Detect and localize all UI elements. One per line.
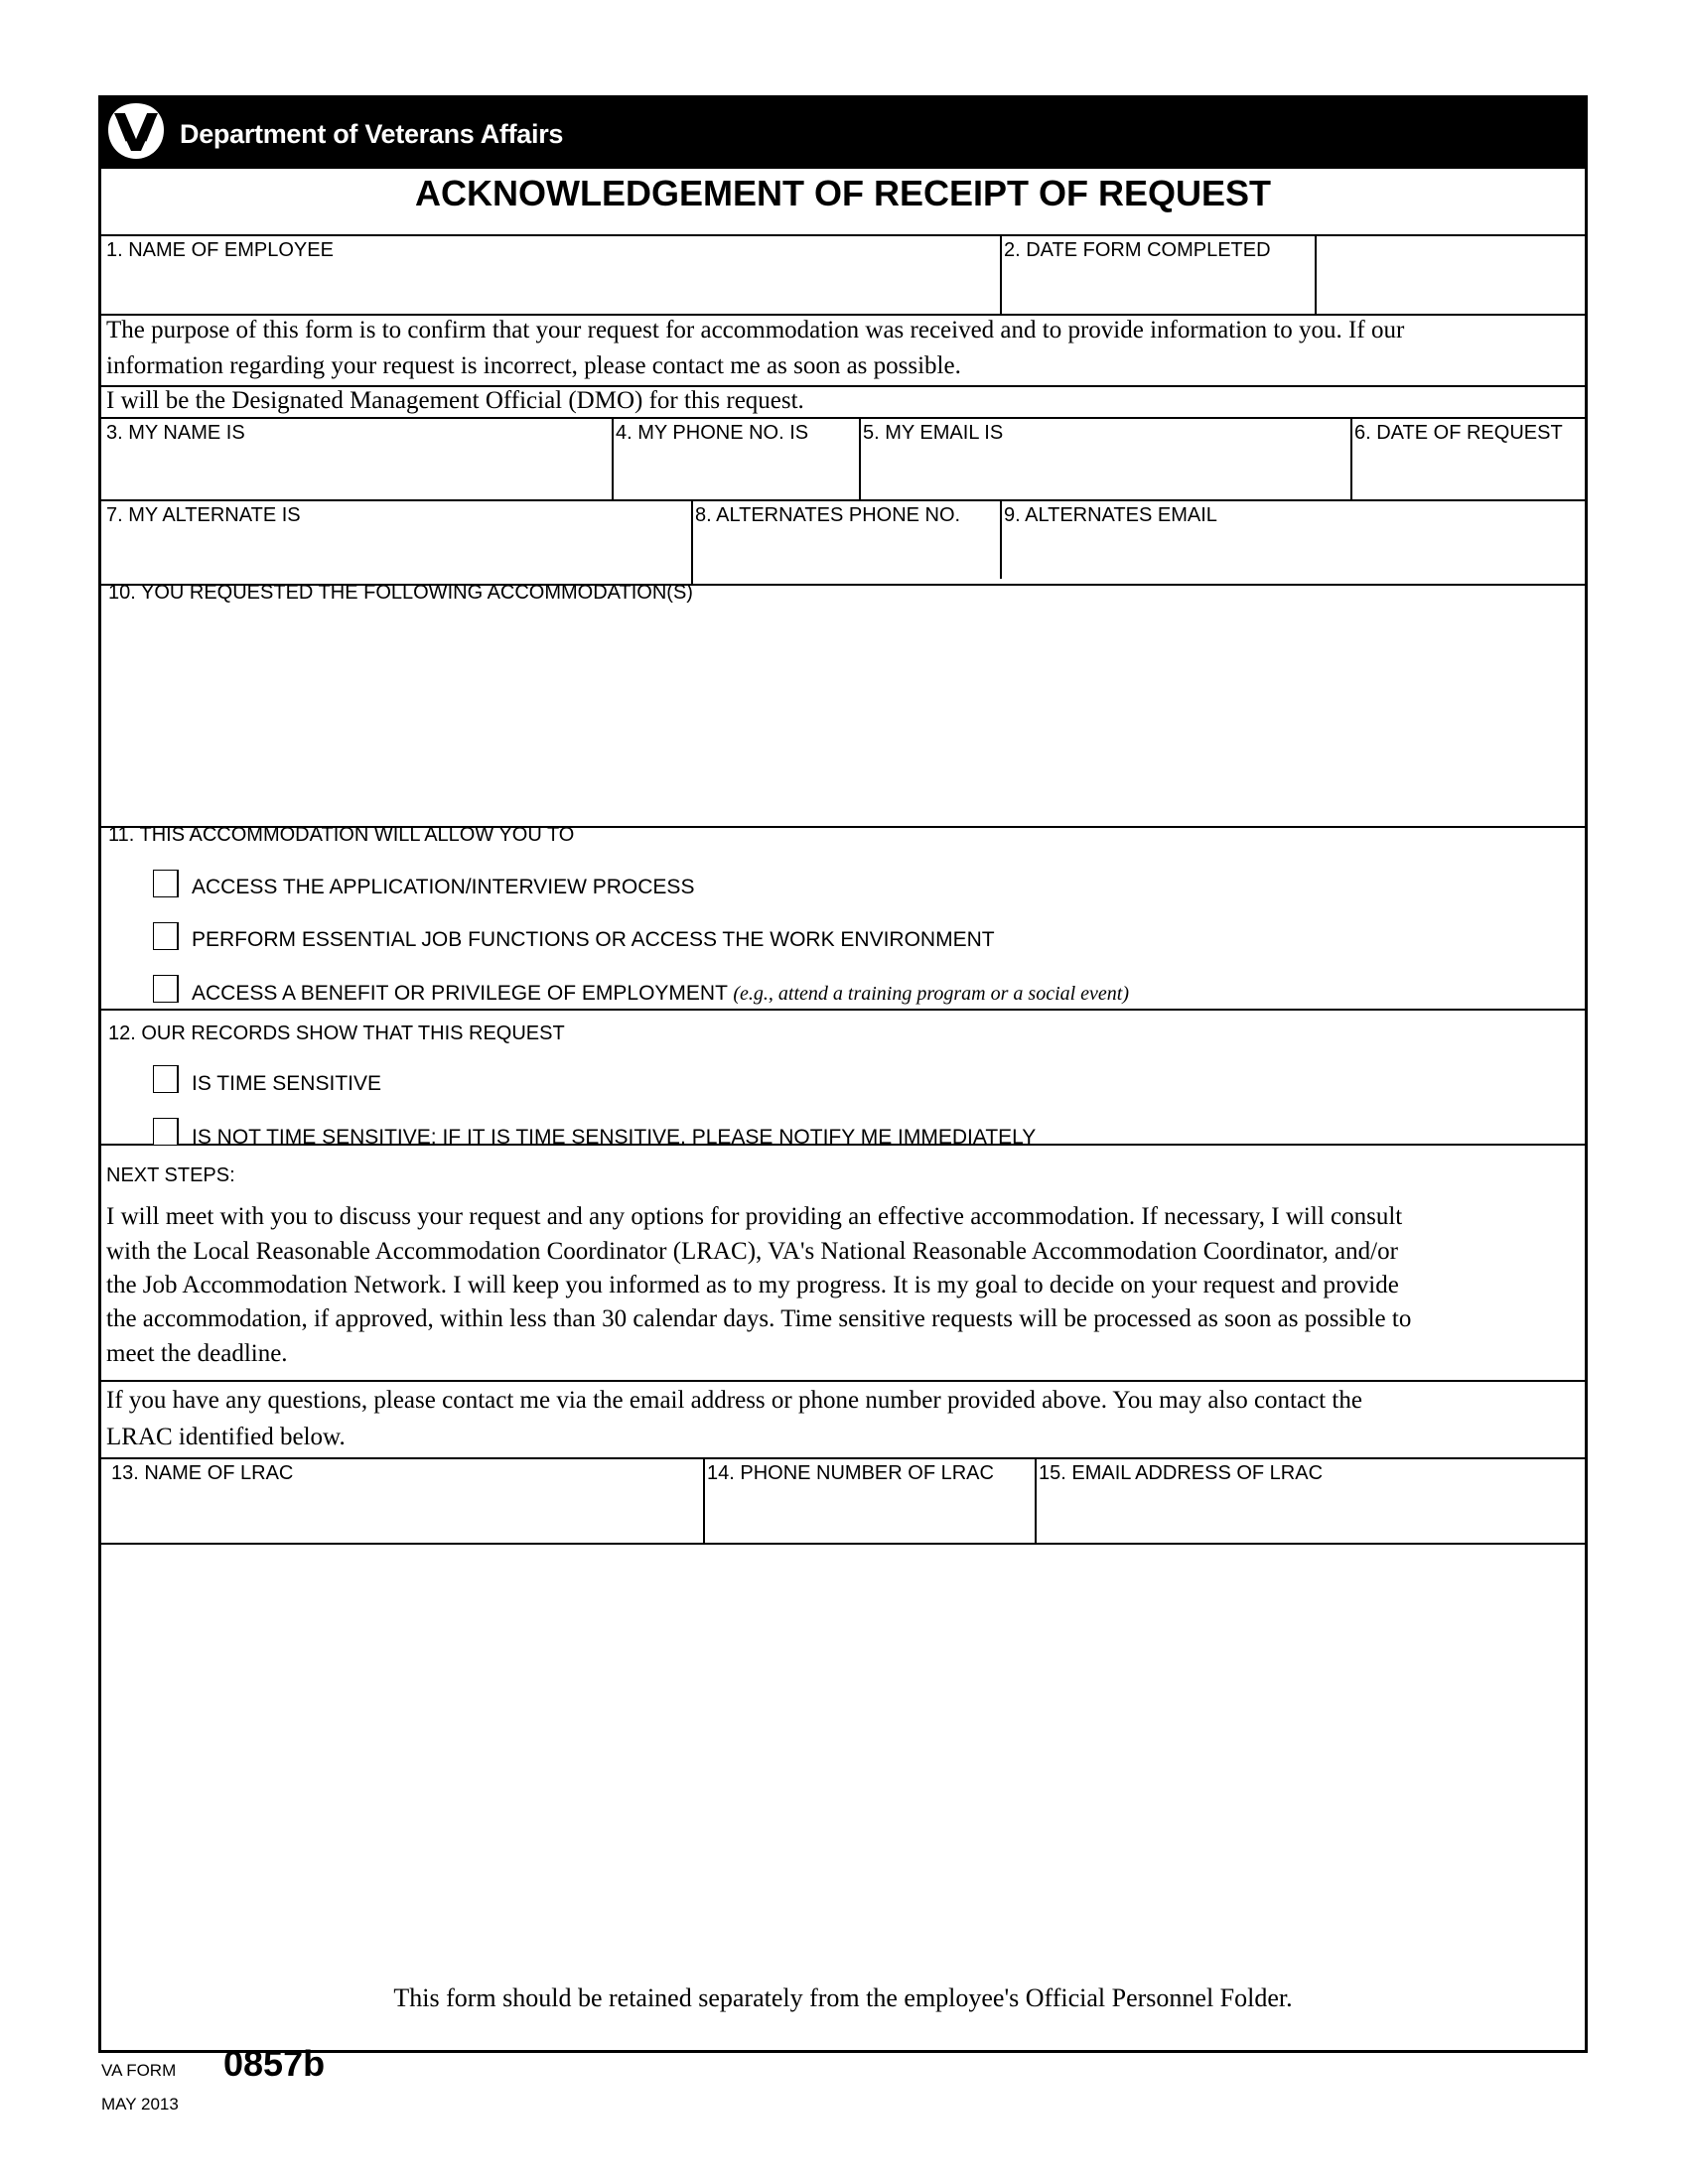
purpose-line: information regarding your request is incorrect, please contact me as soon as possible. — [106, 352, 961, 379]
rule — [101, 1457, 1585, 1459]
date-completed-label: 2. DATE FORM COMPLETED — [1004, 239, 1271, 261]
rule — [101, 1543, 1585, 1545]
checkbox-essential-functions[interactable] — [153, 922, 179, 950]
alternate-phone-label: 8. ALTERNATES PHONE NO. — [695, 504, 961, 526]
lrac-email-label: 15. EMAIL ADDRESS OF LRAC — [1039, 1462, 1324, 1484]
dmo-statement: I will be the Designated Management Official (DMO) for this request. — [106, 387, 804, 414]
va-logo-icon — [105, 101, 167, 161]
form-title: ACKNOWLEDGEMENT OF RECEIPT OF REQUEST — [414, 173, 1271, 213]
alternate-label: 7. MY ALTERNATE IS — [106, 504, 301, 526]
option-benefit-example: (e.g., attend a training program or a social event) — [733, 983, 1130, 1005]
option-time-sensitive: IS TIME SENSITIVE — [192, 1072, 381, 1095]
checkbox-benefit-privilege[interactable] — [153, 975, 179, 1003]
checkbox-not-time-sensitive[interactable] — [153, 1118, 179, 1146]
lrac-phone-label: 14. PHONE NUMBER OF LRAC — [707, 1462, 994, 1484]
form-date: MAY 2013 — [101, 2095, 179, 2114]
option-benefit-privilege-text: ACCESS A BENEFIT OR PRIVILEGE OF EMPLOYMENT — [192, 982, 728, 1005]
header-bar — [101, 95, 1585, 169]
checkbox-time-sensitive[interactable] — [153, 1065, 179, 1093]
lrac-name-label: 13. NAME OF LRAC — [111, 1462, 294, 1484]
my-phone-label: 4. MY PHONE NO. IS — [616, 422, 809, 444]
questions-line: LRAC identified below. — [106, 1424, 346, 1450]
accommodations-requested-label: 10. YOU REQUESTED THE FOLLOWING ACCOMMODATION(S) — [108, 582, 693, 604]
questions-line: If you have any questions, please contact me via the email address or phone number provided above. You may also contact the — [106, 1387, 1362, 1414]
alternate-email-label: 9. ALTERNATES EMAIL — [1004, 504, 1217, 526]
form-label: VA FORM — [101, 2061, 177, 2080]
next-steps-line: with the Local Reasonable Accommodation Coordinator (LRAC), VA's National Reasonable Accommodation Coordinator, and/or — [106, 1238, 1398, 1265]
next-steps-line: the accommodation, if approved, within less than 30 calendar days. Time sensitive requests will be processed as soon as possible to — [106, 1305, 1412, 1332]
department-name: Department of Veterans Affairs — [180, 119, 564, 149]
next-steps-line: the Job Accommodation Network. I will keep you informed as to my progress. It is my goal to decide on your request and provide — [106, 1272, 1399, 1298]
date-of-request-label: 6. DATE OF REQUEST — [1354, 422, 1563, 444]
form-frame — [98, 95, 1588, 2053]
option-essential-functions: PERFORM ESSENTIAL JOB FUNCTIONS OR ACCESS THE WORK ENVIRONMENT — [192, 928, 995, 951]
accommodation-purpose-label: 11. THIS ACCOMMODATION WILL ALLOW YOU TO — [108, 824, 575, 846]
option-application-process: ACCESS THE APPLICATION/INTERVIEW PROCESS — [192, 876, 695, 898]
rule — [101, 234, 1585, 236]
next-steps-label: NEXT STEPS: — [106, 1164, 235, 1186]
next-steps-line: I will meet with you to discuss your request and any options for providing an effective accommodation. If necessary, I will consult — [106, 1203, 1403, 1230]
purpose-line: The purpose of this form is to confirm that your request for accommodation was received and to provide information to you. If our — [106, 317, 1405, 343]
option-benefit-privilege — [192, 982, 1129, 1006]
employee-name-label: 1. NAME OF EMPLOYEE — [106, 239, 334, 261]
rule — [101, 417, 1585, 419]
retention-note: This form should be retained separately from the employee's Official Personnel Folder. — [393, 1983, 1293, 2012]
checkbox-application-process[interactable] — [153, 870, 179, 897]
rule — [101, 1380, 1585, 1382]
option-not-time-sensitive: IS NOT TIME SENSITIVE; IF IT IS TIME SENSITIVE, PLEASE NOTIFY ME IMMEDIATELY — [192, 1126, 1037, 1146]
my-email-label: 5. MY EMAIL IS — [863, 422, 1004, 444]
records-show-label: 12. OUR RECORDS SHOW THAT THIS REQUEST — [108, 1023, 565, 1044]
form-number: 0857b — [223, 2043, 326, 2084]
my-name-label: 3. MY NAME IS — [106, 422, 245, 444]
rule — [101, 1009, 1585, 1011]
rule — [101, 499, 1585, 501]
next-steps-line: meet the deadline. — [106, 1340, 288, 1367]
